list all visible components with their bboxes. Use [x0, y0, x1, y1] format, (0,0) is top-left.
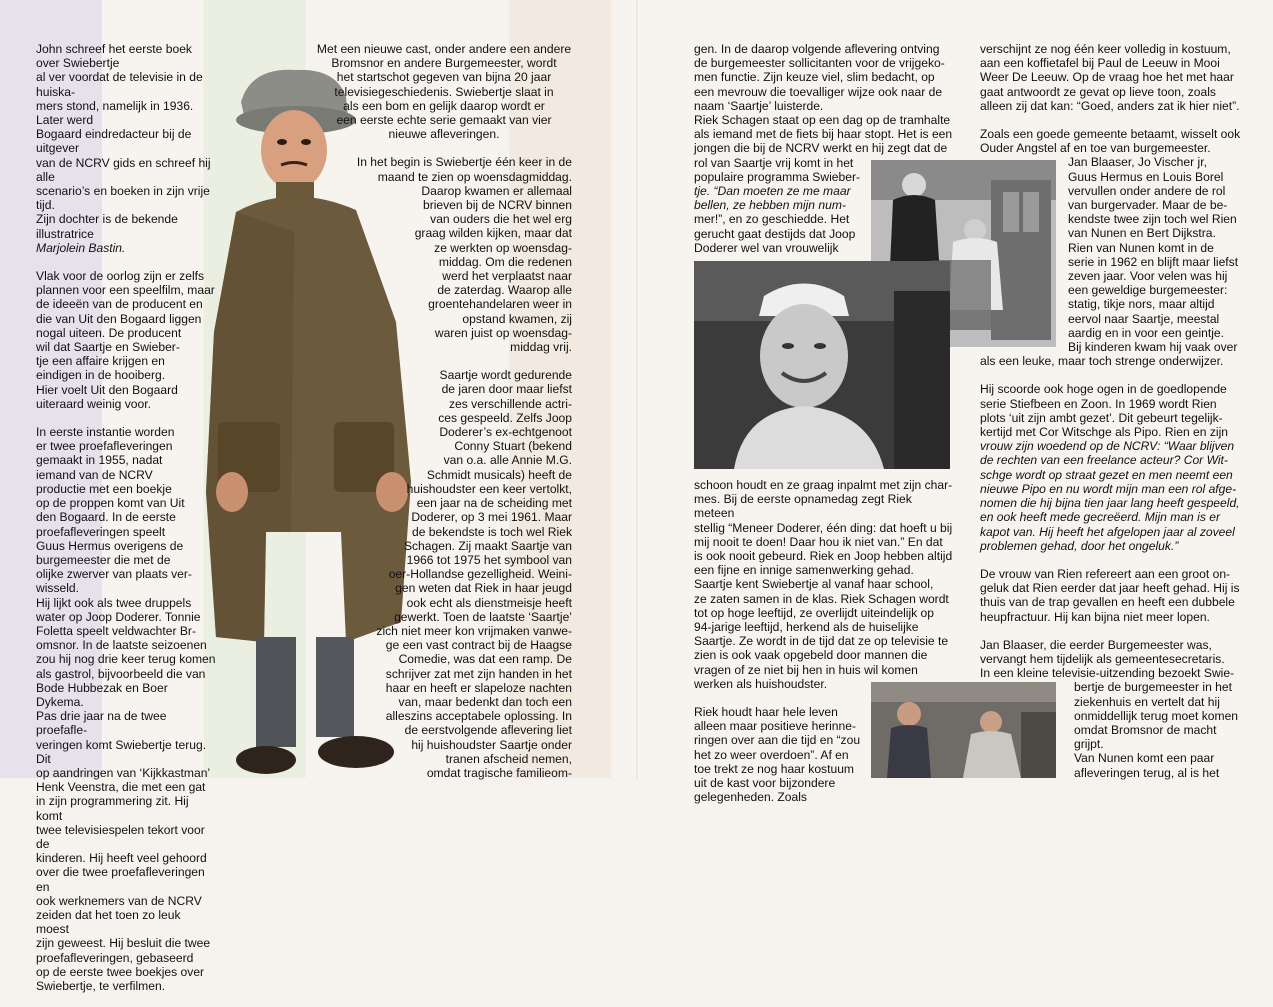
text-line: over die twee proefafleveringen en	[36, 865, 205, 894]
text-line: Doderer, op 3 mei 1961. Maar	[411, 510, 572, 525]
text-line: bertje de burgemeester in het	[1074, 680, 1232, 695]
text-line: op aandringen van ‘Kijkkastman’	[36, 765, 211, 780]
text-line: jongen die bij de NCRV werkt en hij zegt dat de	[694, 141, 948, 156]
text-line: gelegenheden. Zoals	[694, 790, 807, 805]
text-line: Bij kinderen kwam hij vaak over	[1068, 340, 1238, 355]
text-line: huishoudster een keer vertolkt,	[406, 481, 572, 496]
text-line: stellig “Meneer Doderer, één ding: dat hoeft u bij	[694, 520, 953, 535]
paragraph	[36, 425, 216, 993]
text-line: 94-jarige leeftijd, herkend als de huiselijke	[694, 620, 919, 635]
text-line: Henk Veenstra, die met een gat	[36, 780, 206, 795]
text-line: gen weten dat Riek in haar jeugd	[395, 581, 572, 596]
paragraph	[980, 382, 1242, 552]
text-line: kendste twee zijn toch wel Rien	[1068, 212, 1237, 227]
text-line: zien is ook vaak opgebeld door mannen die	[694, 648, 928, 663]
text-line: al ver voordat de televisie in de huiska-	[36, 70, 203, 99]
text-line: burgemeester die met de	[36, 552, 171, 567]
text-line: Zoals een goede gemeente betaamt, wisselt ook	[980, 127, 1241, 142]
text-line: nieuwe afleveringen.	[388, 127, 500, 142]
text-line: als een leuke, maar toch strenge onderwijzer.	[980, 354, 1224, 369]
text-line: Doderer’s ex-echtgenoot	[439, 425, 572, 440]
text-line: Daarop kwamen er allemaal	[421, 183, 572, 198]
text-line: olijke zwerver van plaats ver-	[36, 567, 192, 582]
text-line: een geweldige burgemeester:	[1068, 283, 1228, 298]
text-line: gewerkt. Toen de laatste ‘Saartje’	[394, 609, 572, 624]
text-line: kapot van. Hij heeft het afgelopen jaar al zoveel	[980, 524, 1235, 539]
text-line: een eerste echte serie gemaakt van vier	[336, 113, 552, 128]
text-line: mij nooit te doen! Daar hou ik niet van.” En dat	[694, 534, 943, 549]
text-line: Bode Hubbezak en Boer Dykema.	[36, 680, 168, 709]
paragraph	[980, 127, 1242, 368]
text-line: Jan Blaaser, die eerder Burgemeester was,	[980, 637, 1212, 652]
text-line: plannen voor een speelfilm, maar	[36, 283, 215, 298]
text-line: toe trekt ze nog haar kostuum	[694, 761, 854, 776]
text-line: Ouder Angstel af en toe van burgemeester.	[980, 141, 1211, 156]
text-line: zes verschillende actri-	[449, 396, 572, 411]
text-line: ook echt als dienstmeisje heeft	[406, 595, 572, 610]
text-line: zeiden dat het toen zo leuk moest	[36, 907, 181, 937]
text-line: van o.a. alle Annie M.G.	[443, 453, 572, 468]
text-line: Riek houdt haar hele leven	[694, 705, 838, 720]
text-line: tje. “Dan moeten ze me maar	[694, 184, 851, 199]
text-line: tranen afscheid nemen,	[445, 751, 572, 766]
text-line: Saartje kent Swiebertje al vanaf haar school,	[694, 577, 934, 592]
text-line: vervangt hem tijdelijk als gemeentesecretaris.	[980, 651, 1225, 666]
text-line: werd het verplaatst naar	[442, 269, 572, 284]
text-line: middag vrij.	[510, 340, 572, 355]
text-line: vervullen onder andere de rol	[1068, 183, 1226, 198]
text-line: van Nunen en Bert Dijkstra.	[1068, 226, 1216, 241]
text-line: geluk dat Rien eerder dat jaar heeft gehad. Hij is	[980, 581, 1240, 596]
text-line: werken als huishoudster.	[694, 676, 828, 691]
paragraph	[36, 42, 216, 255]
text-line: hij huishoudster Saartje onder	[411, 737, 572, 752]
text-line: Swiebertje, te verfilmen.	[36, 979, 166, 993]
text-line: vragen of ze niet bij hen in huis wil komen	[694, 662, 918, 677]
text-line: Pas drie jaar na de twee proefafle-	[36, 709, 167, 738]
text-line: de jaren door maar liefst	[441, 382, 572, 397]
text-line: ook werknemers van de NCRV	[36, 893, 202, 908]
text-line: eindigen in de hooiberg.	[36, 368, 166, 383]
paragraph	[36, 269, 216, 411]
paragraph	[316, 42, 572, 141]
text-line: populaire programma Swieber-	[694, 169, 861, 184]
text-line: omsnor. In de laatste seizoenen	[36, 638, 207, 653]
paragraph	[694, 478, 954, 691]
text-line: onmiddellijk terug moet komen	[1074, 708, 1239, 723]
text-line: De vrouw van Rien refereert aan een groot on-	[980, 566, 1231, 581]
text-line: Bromsnor en andere Burgemeester, wordt	[331, 56, 557, 71]
paragraph	[694, 705, 954, 804]
text-line: middag. Om die redenen	[438, 254, 572, 269]
paragraph	[694, 42, 954, 255]
text-line: scenario’s en boeken in zijn vrije tijd.	[36, 184, 210, 213]
text-line: een mevrouw die toevalliger wijze ook naar de	[694, 84, 943, 99]
text-line: grijpt.	[1074, 737, 1104, 752]
right-page-column-2	[980, 42, 1242, 794]
text-line: den Bogaard. In de eerste	[36, 510, 176, 525]
text-line: schoon houdt en ze graag inpalmt met zijn char-	[694, 478, 953, 492]
text-line: als iemand met de fiets bij haar stopt. Het is een	[694, 127, 953, 142]
text-line: gen. In de daarop volgende aflevering ontving	[694, 42, 940, 56]
text-line: de ideeën van de producent en	[36, 297, 203, 312]
text-line: mers stond, namelijk in 1936. Later werd	[36, 98, 194, 128]
text-line: zeven jaar. Voor velen was hij	[1068, 269, 1228, 284]
text-line: kinderen. Hij heeft veel gehoord	[36, 851, 207, 866]
text-line: ge een vast contract bij de Haagse	[385, 638, 572, 653]
text-line: thuis van de trap gevallen en heeft een dubbele	[980, 595, 1235, 610]
text-line: op de proppen komt van Uit	[36, 496, 185, 511]
text-line: iemand van de NCRV	[36, 467, 153, 482]
text-line: proefafleveringen, gebaseerd	[36, 950, 194, 965]
paragraph	[980, 638, 1242, 780]
text-line: en ook heeft mede gecreëerd. Mijn man is er	[980, 510, 1220, 525]
text-line: het startschot gegeven van bijna 20 jaar	[336, 70, 552, 85]
text-line: van, maar bedenkt dan toch een	[398, 694, 572, 709]
text-line: graag wilden kijken, maar dat	[414, 226, 572, 241]
left-page-column-2	[316, 42, 572, 794]
text-line: oer-Hollandse gezelligheid. Weini-	[388, 567, 572, 582]
text-line: Conny Stuart (bekend	[454, 439, 572, 454]
text-line: alleszins acceptabele oplossing. In	[385, 709, 572, 724]
text-line: de rechten van een freelance acteur? Cor Wit-	[980, 453, 1228, 468]
text-line: productie met een boekje	[36, 481, 172, 496]
text-line: afleveringen terug, al is het	[1074, 765, 1220, 780]
text-line: zijn geweest. Hij besluit die twee	[36, 936, 211, 951]
text-line: haar en heeft er slapeloze nachten	[385, 680, 572, 695]
text-line: een jaar na de scheiding met	[416, 496, 572, 511]
text-line: die van Uit den Bogaard liggen	[36, 311, 202, 326]
text-line: rol van Saartje vrij komt in het	[694, 155, 854, 170]
text-line: op de eerste twee boekjes over	[36, 964, 205, 979]
paragraph	[980, 567, 1242, 624]
text-line: aan een koffietafel bij Paul de Leeuw in Mooi	[980, 56, 1220, 71]
text-line: Vlak voor de oorlog zijn er zelfs	[36, 269, 205, 284]
page-gutter	[636, 0, 638, 778]
text-line: alleen zij dat kan: “Goed, anders zat ik hier niet”.	[980, 98, 1240, 113]
text-line: gemaakt in 1955, nadat	[36, 453, 163, 468]
text-line: Foletta speelt veldwachter Br-	[36, 623, 196, 638]
text-line: Saartje. Ze wordt in de tijd dat ze op televisie te	[694, 634, 949, 649]
text-line: Hier voelt Uit den Bogaard	[36, 382, 178, 397]
text-line: groentehandelaren weer in	[428, 297, 572, 312]
text-line: problemen gehad, door het ongeluk.”	[980, 538, 1179, 553]
text-line: ziekenhuis en vertelt dat hij	[1074, 694, 1220, 709]
text-line: waren juist op woensdag-	[434, 325, 572, 340]
text-line: Schmidt musicals) heeft de	[426, 467, 572, 482]
text-line: naam ‘Saartje’ luisterde.	[694, 98, 824, 113]
text-line: schge wordt op straat gezet en men neemt een	[980, 467, 1233, 482]
text-line: gaat antwoordt ze gevat op lieve toon, zoals	[980, 84, 1216, 99]
text-line: Bogaard eindredacteur bij de uitgever	[36, 127, 192, 156]
text-line: wisseld.	[36, 581, 80, 596]
text-line: serie Stiefbeen en Zoon. In 1969 wordt Rien	[980, 396, 1217, 411]
text-line: als gastrol, bijvoorbeeld die van	[36, 666, 206, 681]
text-line: er twee proefafleveringen	[36, 439, 173, 454]
paragraph	[980, 42, 1242, 113]
text-line: mer!”, en zo geschiedde. Het	[694, 212, 850, 227]
text-line: het zo weer overdoen”. Af en	[694, 747, 849, 762]
text-line: men functie. Zijn keuze viel, slim bedacht, op	[694, 70, 935, 85]
text-line: Schagen. Zij maakt Saartje van	[403, 538, 572, 553]
text-line: van ouders die het wel erg	[430, 212, 572, 227]
text-line: vrouw zijn woedend op de NCRV: “Waar blijven	[980, 439, 1235, 454]
text-line: ces gespeeld. Zelfs Joop	[438, 410, 572, 425]
text-line: John schreef het eerste boek over Swiebertje	[36, 42, 192, 71]
text-line: gerucht gaat destijds dat Joop	[694, 226, 856, 241]
text-line: twee televisiespelen tekort voor de	[36, 822, 205, 851]
text-line: tje een affaire krijgen en	[36, 354, 165, 369]
text-line: de bekendste is toch wel Riek	[412, 524, 572, 539]
text-line: aardig en in voor een geintje.	[1068, 325, 1224, 340]
text-line: wil dat Saartje en Swieber-	[36, 340, 180, 355]
text-line: 1966 tot 1975 het symbool van	[406, 552, 572, 567]
right-page-column-1	[694, 42, 954, 255]
text-line: Zijn dochter is de bekende illustratrice	[36, 212, 178, 241]
text-line: Rien van Nunen komt in de	[1068, 240, 1214, 255]
text-line: Doderer wel van vrouwelijk	[694, 240, 839, 255]
text-line: Jan Blaaser, Jo Vischer jr,	[1068, 155, 1207, 170]
text-line: proefafleveringen speelt	[36, 524, 166, 539]
text-line: alleen maar positieve herinne-	[694, 719, 857, 734]
text-line: ze werkten op woensdag-	[434, 240, 572, 255]
text-line: maand te zien op woensdagmiddag.	[377, 169, 572, 184]
text-line: omdat tragische familieom-	[426, 765, 572, 780]
text-line: In eerste instantie worden	[36, 425, 175, 440]
text-line: tot op hoge leeftijd, ze overlijdt uiteindelijk op	[694, 605, 935, 620]
text-line: de burgemeester sollicitanten voor de vrijgeko-	[694, 56, 945, 71]
text-line: in zijn programmering zit. Hij komt	[36, 794, 189, 823]
text-line: opstand kwamen, zij	[462, 311, 572, 326]
text-line: Marjolein Bastin.	[36, 240, 126, 255]
text-line: Saartje wordt gedurende	[439, 368, 572, 383]
text-line: water op Joop Doderer. Tonnie	[36, 609, 201, 624]
paragraph	[316, 155, 572, 354]
text-line: verschijnt ze nog één keer volledig in kostuum,	[980, 42, 1231, 56]
text-line: nieuwe Pipo en nu wordt mijn man een rol afge-	[980, 481, 1237, 496]
text-line: Guus Hermus en Louis Borel	[1068, 169, 1224, 184]
text-line: plots ‘uit zijn ambt gezet’. Dit gebeurt tegelijk-	[980, 410, 1223, 425]
text-line: kertijd met Cor Witschge als Pipo. Rien en zijn	[980, 425, 1229, 440]
text-line: Weer De Leeuw. Op de vraag hoe het met haar	[980, 70, 1234, 85]
text-line: van de NCRV gids en schreef hij alle	[36, 155, 211, 184]
text-line: een fijne en innige samenwerking gehad.	[694, 563, 914, 578]
text-line: statig, tikje nors, maar altijd	[1068, 297, 1215, 312]
text-line: Comedie, was dat een ramp. De	[398, 652, 572, 667]
text-line: eervol naar Saartje, meestal	[1068, 311, 1220, 326]
text-line: uiteraard weinig voor.	[36, 396, 151, 411]
text-line: als een bom en gelijk daarop wordt er	[343, 98, 545, 113]
text-line: van burgervader. Maar de be-	[1068, 198, 1228, 213]
text-line: Met een nieuwe cast, onder andere een andere	[316, 42, 572, 56]
text-line: brieven bij de NCRV binnen	[422, 198, 572, 213]
text-line: In het begin is Swiebertje één keer in de	[356, 155, 572, 170]
text-line: serie in 1962 en blijft maar liefst	[1068, 254, 1239, 269]
text-line: Riek Schagen staat op een dag op de tramhalte	[694, 113, 951, 128]
text-line: is ook nooit gebeurd. Riek en Joop hebben altijd	[694, 549, 953, 564]
text-line: Hij lijkt ook als twee druppels	[36, 595, 192, 610]
text-line: uit de kast voor bijzondere	[694, 776, 836, 791]
text-line: zich niet meer kon vrijmaken vanwe-	[376, 623, 572, 638]
text-line: Guus Hermus overigens de	[36, 538, 184, 553]
text-line: nogal uiteen. De producent	[36, 325, 182, 340]
text-line: zou hij nog drie keer terug komen	[36, 652, 216, 667]
text-line: mes. Bij de eerste opnamedag zegt Riek meteen	[694, 492, 912, 521]
text-line: veringen komt Swiebertje terug. Dit	[36, 737, 207, 766]
saartje-portrait-photo	[694, 261, 950, 469]
text-line: ze zaten samen in de klas. Riek Schagen wordt	[694, 591, 949, 606]
text-line: heupfractuur. Hij kan bijna niet meer lopen.	[980, 609, 1210, 624]
text-line: nomen die hij bijna tien jaar lang heeft gespeeld,	[980, 496, 1240, 511]
text-line: bellen, ze hebben mijn num-	[694, 198, 846, 213]
text-line: de eerstvolgende aflevering liet	[404, 723, 572, 738]
text-line: In een kleine televisie-uitzending bezoekt Swie-	[980, 666, 1235, 681]
text-line: Hij scoorde ook hoge ogen in de goedlopende	[980, 382, 1227, 397]
text-line: de zaterdag. Waarop alle	[437, 283, 572, 298]
text-line: Van Nunen komt een paar	[1074, 751, 1215, 766]
text-line: ringen over aan die tijd en “zou	[694, 733, 861, 748]
right-page-column-1-lower	[694, 478, 954, 818]
text-line: schrijver zat met zijn handen in het	[385, 666, 572, 681]
paragraph	[316, 368, 572, 780]
text-line: televisiegeschiedenis. Swiebertje slaat in	[334, 84, 554, 99]
left-page-column-1	[36, 42, 216, 1007]
text-line: omdat Bromsnor de macht	[1074, 722, 1217, 737]
